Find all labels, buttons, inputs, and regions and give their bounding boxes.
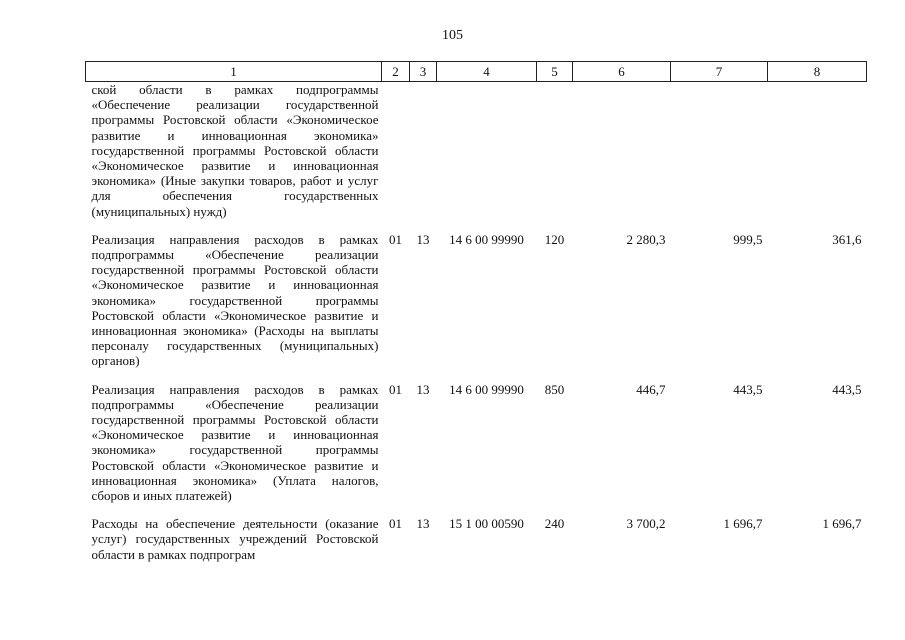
row-section-code: 01 bbox=[389, 516, 402, 532]
row-value-year-3: 443,5 bbox=[832, 381, 862, 397]
row-value-year-3 bbox=[768, 82, 867, 232]
row-value-year-1: 446,7 bbox=[636, 381, 666, 397]
row-value-year-2: 443,5 bbox=[733, 381, 763, 397]
page-number: 105 bbox=[442, 28, 463, 43]
column-header-8: 8 bbox=[768, 62, 867, 82]
row-value-year-2: 999,5 bbox=[733, 231, 763, 247]
column-header-7: 7 bbox=[671, 62, 768, 82]
row-subsection-code: 13 bbox=[416, 516, 430, 532]
column-header-1: 1 bbox=[86, 62, 382, 82]
row-subsection-code bbox=[410, 82, 437, 232]
budget-table bbox=[85, 61, 867, 562]
column-header-2: 2 bbox=[382, 62, 410, 82]
row-section-code: 01 bbox=[389, 231, 402, 247]
column-header-4: 4 bbox=[437, 62, 537, 82]
row-value-year-1: 3 700,2 bbox=[626, 516, 666, 532]
row-value-year-2: 1 696,7 bbox=[723, 516, 763, 532]
table-row bbox=[86, 516, 867, 562]
row-description: Реализация направления расходов в рамках подпрограммы «Обеспечение реализации государственной программы Ростовской области «Экономическое развитие и инновационная экономика» государственной программы Ростовской области «Экономическое развитие и инновационная экономика» (Уплата налогов, сборов и иных платежей) bbox=[91, 381, 379, 504]
table-row bbox=[86, 82, 867, 232]
table-header-row bbox=[86, 62, 867, 82]
row-target-article-code bbox=[437, 82, 537, 232]
row-subsection-code: 13 bbox=[416, 231, 430, 247]
row-value-year-1 bbox=[573, 82, 671, 232]
row-expense-type-code bbox=[537, 82, 573, 232]
row-value-year-3: 1 696,7 bbox=[822, 516, 862, 532]
column-header-6: 6 bbox=[573, 62, 671, 82]
row-expense-type-code: 850 bbox=[544, 381, 565, 397]
row-value-year-1: 2 280,3 bbox=[626, 231, 666, 247]
row-value-year-3: 361,6 bbox=[832, 231, 862, 247]
table-row bbox=[86, 232, 867, 382]
row-expense-type-code: 240 bbox=[544, 516, 565, 532]
table-row bbox=[86, 382, 867, 517]
row-target-article-code: 14 6 00 99990 bbox=[449, 381, 524, 397]
row-section-code bbox=[382, 82, 410, 232]
column-header-3: 3 bbox=[410, 62, 437, 82]
row-expense-type-code: 120 bbox=[544, 231, 565, 247]
row-description: Реализация направления расходов в рамках подпрограммы «Обеспечение реализации государственной программы Ростовской области «Экономическое развитие и инновационная экономика» государственной программы Ростовской области «Экономическое развитие и инновационная экономика» (Расходы на выплаты персоналу государственных (муниципальных) органов) bbox=[91, 231, 379, 369]
row-target-article-code: 14 6 00 99990 bbox=[449, 231, 524, 247]
row-subsection-code: 13 bbox=[416, 381, 430, 397]
column-header-5: 5 bbox=[537, 62, 573, 82]
row-value-year-2 bbox=[671, 82, 768, 232]
row-section-code: 01 bbox=[389, 381, 402, 397]
row-description: Расходы на обеспечение деятельности (оказание услуг) государственных учреждений Ростовской области в рамках подпрограм bbox=[91, 516, 379, 562]
row-target-article-code: 15 1 00 00590 bbox=[449, 516, 524, 532]
row-description: ской области в рамках подпрограммы «Обеспечение реализации государственной программы Ростовской области «Экономическое развитие и инновационная экономика» государственной программы Ростовской области «Экономическое развитие и инновационная экономика» (Иные закупки товаров, работ и услуг для обеспечения государственных (муниципальных) нужд) bbox=[91, 82, 379, 219]
